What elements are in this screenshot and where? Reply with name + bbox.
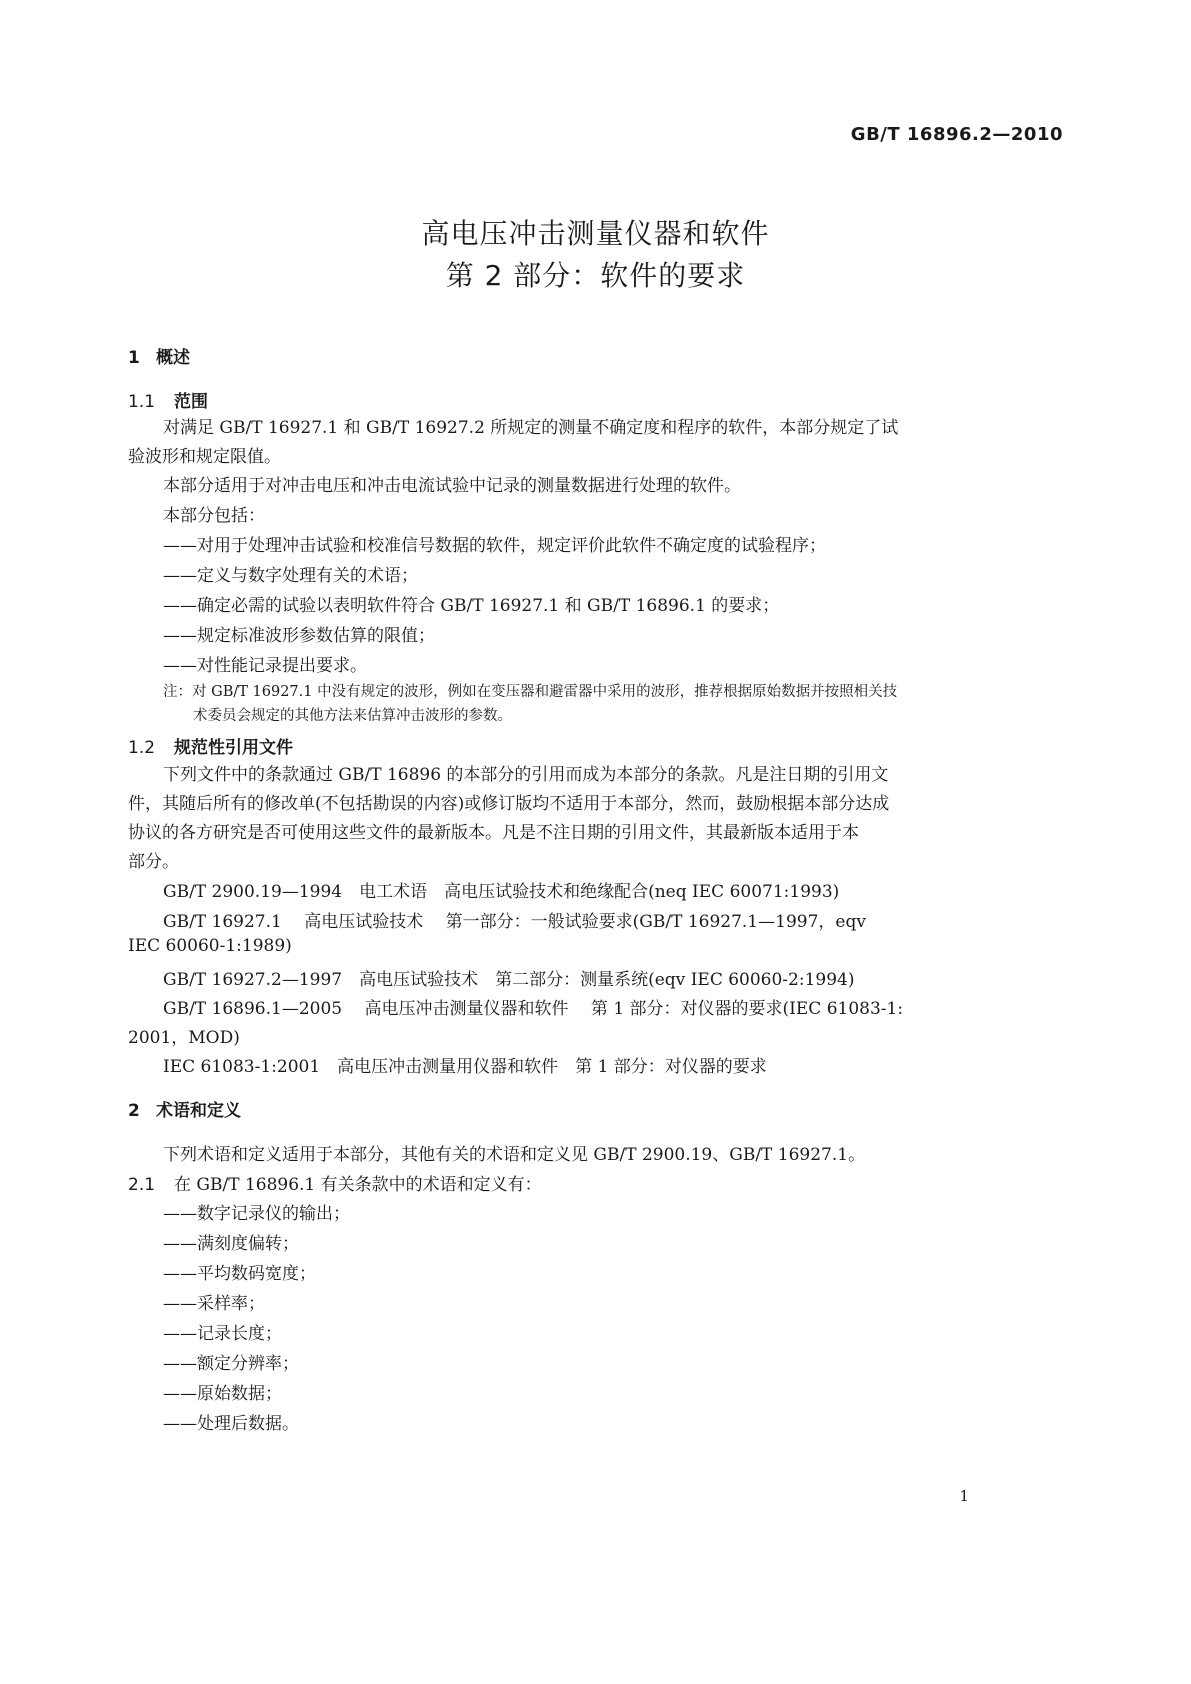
document-title: 高电压冲击测量仪器和软件 [421,217,770,250]
section-title: 范围 [174,392,208,412]
section-1-1-heading [128,387,208,412]
section-1-2-heading [128,733,293,758]
references-paragraph-line-3: 协议的各方研究是否可使用这些文件的最新版本。凡是不注日期的引用文件，其最新版本适用于本 [128,823,859,843]
list-item: ——满刻度偏转； [163,1234,299,1254]
note-line-2: 术委员会规定的其他方法来估算冲击波形的参数。 [193,708,512,724]
reference-item-continuation: 2001，MOD) [128,1028,240,1048]
standard-code: GB/T 16896.2—2010 [850,124,1063,145]
list-item: ——定义与数字处理有关的术语； [163,566,418,586]
scope-paragraph-line-1: 对满足 GB/T 16927.1 和 GB/T 16927.2 所规定的测量不确定度和程序的软件，本部分规定了试 [163,418,899,438]
scope-paragraph-2: 本部分适用于对冲击电压和冲击电流试验中记录的测量数据进行处理的软件。 [163,476,741,496]
references-paragraph-line-1: 下列文件中的条款通过 GB/T 16896 的本部分的引用而成为本部分的条款。凡是注日期的引用文 [163,765,889,785]
section-title: 概述 [156,348,190,368]
reference-item: GB/T 16896.1—2005 高电压冲击测量仪器和软件 第 1 部分：对仪器的要求(IEC 61083-1: [163,999,904,1019]
list-item: ——采样率； [163,1294,265,1314]
list-item: ——平均数码宽度； [163,1264,316,1284]
section-number: 2 [128,1101,140,1121]
section-number: 1.2 [128,738,156,758]
reference-item: GB/T 16927.1 高电压试验技术 第一部分：一般试验要求(GB/T 16927.1—1997，eqv [163,912,866,932]
section-2-heading [128,1096,241,1121]
page-number: 1 [959,1487,969,1505]
scope-paragraph-line-2: 验波形和规定限值。 [128,447,281,467]
section-1-heading [128,343,190,368]
reference-item: IEC 61083-1:2001 高电压冲击测量用仪器和软件 第 1 部分：对仪器的要求 [163,1057,767,1077]
list-item: ——规定标准波形参数估算的限值； [163,626,435,646]
clause-2-1 [128,1170,542,1195]
clause-text: 在 GB/T 16896.1 有关条款中的术语和定义有： [174,1175,542,1195]
document-subtitle: 第 2 部分：软件的要求 [445,259,746,292]
terms-paragraph: 下列术语和定义适用于本部分，其他有关的术语和定义见 GB/T 2900.19、GB/T 16927.1。 [163,1145,866,1165]
list-item: ——处理后数据。 [163,1414,299,1434]
section-number: 1 [128,348,140,368]
note-line-1: 注：对 GB/T 16927.1 中没有规定的波形，例如在变压器和避雷器中采用的波形，推荐根据原始数据并按照相关技 [163,684,898,700]
list-item: ——额定分辨率； [163,1354,299,1374]
section-number: 1.1 [128,392,156,412]
reference-item: GB/T 16927.2—1997 高电压试验技术 第二部分：测量系统(eqv IEC 60060-2:1994) [163,970,855,990]
list-item: ——原始数据； [163,1384,282,1404]
list-item: ——数字记录仪的输出； [163,1204,350,1224]
section-title: 规范性引用文件 [174,738,293,758]
section-title: 术语和定义 [156,1101,241,1121]
list-item: ——对性能记录提出要求。 [163,656,367,676]
references-paragraph-line-2: 件，其随后所有的修改单(不包括勘误的内容)或修订版均不适用于本部分，然而，鼓励根据本部分达成 [128,794,890,814]
references-paragraph-line-4: 部分。 [128,852,179,872]
list-item: ——对用于处理冲击试验和校准信号数据的软件，规定评价此软件不确定度的试验程序； [163,536,826,556]
reference-item-continuation: IEC 60060-1:1989) [128,936,292,956]
list-item: ——记录长度； [163,1324,282,1344]
list-item: ——确定必需的试验以表明软件符合 GB/T 16927.1 和 GB/T 16896.1 的要求； [163,596,780,616]
section-number: 2.1 [128,1175,156,1195]
scope-paragraph-3: 本部分包括： [163,506,265,526]
reference-item: GB/T 2900.19—1994 电工术语 高电压试验技术和绝缘配合(neq IEC 60071:1993) [163,882,840,902]
